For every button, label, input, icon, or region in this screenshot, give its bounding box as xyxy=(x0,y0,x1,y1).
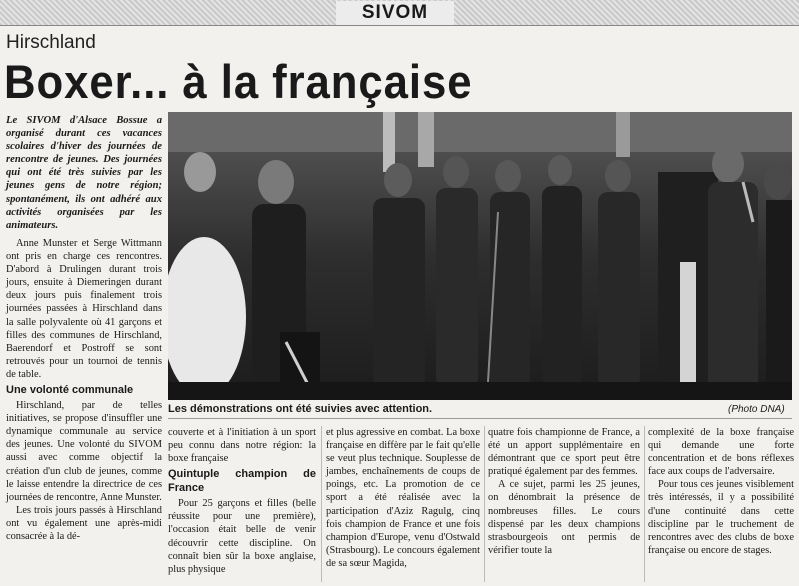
photo-caption: Les démonstrations ont été suivies avec attention. xyxy=(168,403,433,415)
article-column-2 xyxy=(168,426,316,576)
photo-credit: (Photo DNA) xyxy=(728,404,785,415)
paragraph: Les trois jours passés à Hirschland ont vu également une après-midi consacrée à la dé- xyxy=(6,504,162,542)
paragraph: complexité de la boxe française qui demande une forte concentration et de bons réflexes face aux coups de l'adversaire. xyxy=(648,427,794,478)
article-column-1 xyxy=(6,237,162,543)
news-photo xyxy=(168,112,792,400)
subheading: Quintuple champion de France xyxy=(168,468,316,495)
paragraph: Anne Munster et Serge Wittmann ont pris en charge ces rencontres. D'abord à Drulingen durant trois jours, ensuite à Diemeringen durant deux jours puis finalement trois journées passées à Hirschland dans la salle polyvalente où 41 garçons et filles des communes de Hirschland, Baerendorf et Postroff se sont retrouvés pour un tournoi de tennis de table. xyxy=(6,238,162,380)
section-banner xyxy=(0,0,799,26)
paragraph: Pour 25 garçons et filles (belle réussite pour une première), l'occasion était belle de venir découvrir cette discipline. On connaît bien sûr la boxe anglaise, plus physique xyxy=(168,498,316,575)
kicker-location: Hirschland xyxy=(6,32,96,53)
article-column-4 xyxy=(488,426,640,557)
paragraph: couverte et à l'initiation à un sport peu connu dans notre région: la boxe française xyxy=(168,427,316,465)
paragraph: Pour tous ces jeunes visiblement très intéressés, il y a possibilité d'une continuité dans cette discipline par le truchement de rencontres avec des clubs de boxe française ou encore de stages. xyxy=(648,479,794,556)
paragraph: A ce sujet, parmi les 25 jeunes, on dénombrait la présence de nombreuses filles. Le cours dispensé par les deux champions strasbourgeois ont permis de vérifier toute la xyxy=(488,479,640,556)
subheading: Une volonté communale xyxy=(6,384,134,397)
divider xyxy=(168,418,792,419)
article-column-3 xyxy=(326,426,480,570)
column-divider xyxy=(484,426,485,582)
paragraph: Hirschland, par de telles initiatives, se propose d'insuffler une dynamique communale au service des jeunes. Une volonté du SIVOM aussi avec comme objectif la création d'un club de jeunes, comme le laisse entendre la directrice de ces journées de rencontre, Anne Munster. xyxy=(6,400,162,503)
paragraph: quatre fois championne de France, a été un apport supplémentaire en démontrant que ce sport peut être pratiqué également par des femmes. xyxy=(488,427,640,478)
section-label: SIVOM xyxy=(336,1,454,25)
column-divider xyxy=(321,426,322,582)
column-divider xyxy=(644,426,645,582)
lead-paragraph: Le SIVOM d'Alsace Bossue a organisé durant ces vacances scolaires d'hiver des journées de rencontre de jeunes. Des journées qui ont été très suivies par les jeunes gens de notre région; spontanément, ils ont adhéré aux activités organisées par les animateurs. xyxy=(6,115,162,231)
article-column-5 xyxy=(648,426,794,557)
paragraph: et plus agressive en combat. La boxe française en diffère par le fait qu'elle se veut plus technique. Souplesse de jambes, enchaînements de coups de poings, etc. La promotion de ce sport a été réalisée avec la participation d'Aziz Ragulg, cinq fois champion de France et une fois champion d'Europe, venu d'Ostwald (Strasbourg). Le concours également de sa sœur Magida, xyxy=(326,427,480,569)
headline: Boxer... à la française xyxy=(4,55,473,108)
